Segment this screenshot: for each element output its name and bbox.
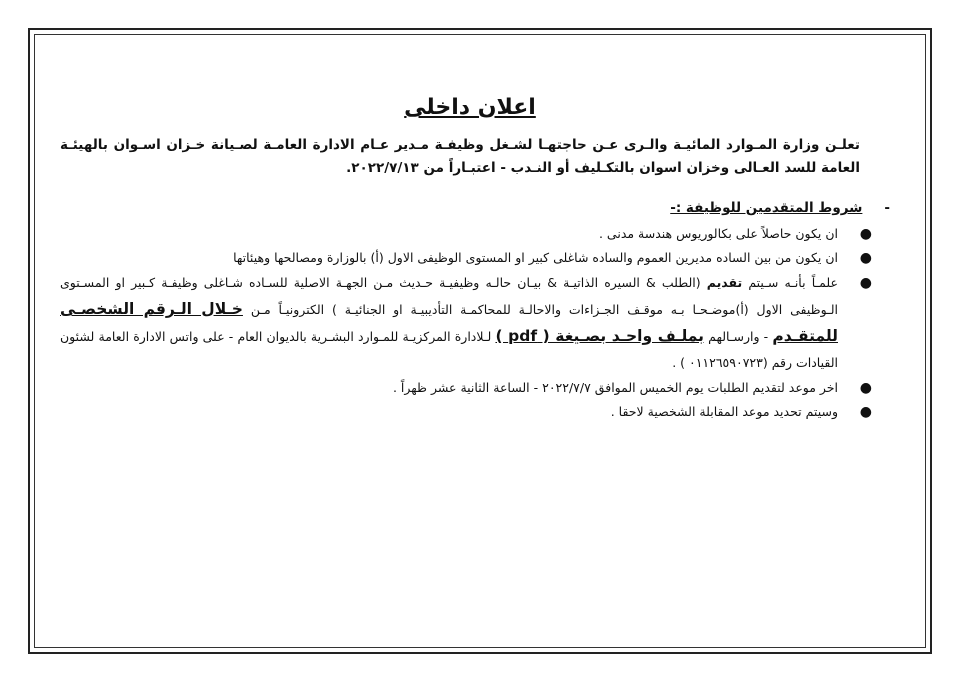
list-item — [60, 246, 880, 270]
conditions-heading-row — [60, 200, 890, 216]
condition-highlight: خـلال الـرقم الشخصـى للمتقـدم — [60, 300, 838, 345]
conditions-heading: شروط المتقدمين للوظيفة :- — [670, 200, 863, 216]
condition-text: علمـاً بأنـه سـيتم — [748, 275, 839, 290]
announcement-intro: تعلـن وزارة المـوارد المائيـة والـرى عـن حاجتهـا لشـغل وظيفـة مـدير عـام الادارة العامـة لصـيانة خـزان اسـوان بالهيئـة العامة للسد العـالى وخزان اسوان بالتكـليف أو النـدب - اعتبـاراً من ٢٠٢٢/٧/١٣. — [60, 137, 860, 176]
condition-text: ان يكون من بين الساده مديرين العموم والساده شاغلى كبير او المستوى الوظيفى الاول (أ) بالوزارة ومصالحها وهيئاتها — [233, 250, 838, 265]
bullet-icon: ● — [859, 404, 872, 420]
condition-text: وسيتم تحديد موعد المقابلة الشخصية لاحقا . — [610, 404, 838, 419]
announcement-title: اعلان داخلى — [404, 95, 536, 120]
bullet-icon: ● — [859, 380, 872, 396]
condition-text: - وارسـالهم — [708, 329, 769, 344]
list-item — [60, 376, 880, 400]
list-item — [60, 270, 880, 376]
condition-text: (الطلب & السيره الذاتيـة & بيـان حالـه وظيفيـة حـديث مـن الجهـة الاصلية للسـاده شـاغلى وظيفـة كـبير او المسـتوى الـوظيفى الاول (أ)موضـحـا بـه موقـف الجـزاءات والاحالـة للمحاكمـة التأديبيـة او الجنائيـة ) الكترونيـاً مـن — [60, 275, 838, 317]
condition-text: لـلادارة المركزيـة للمـوارد البشـرية بالديوان العام - على واتس الادارة العامة لشئون القيادات رقم (٠١١٢٦٥٩٠٧٢٣ ) . — [60, 329, 838, 370]
announcement-body — [60, 95, 890, 424]
list-item — [60, 222, 880, 246]
heading-dash: - — [884, 200, 890, 216]
bullet-icon: ● — [859, 250, 872, 266]
bullet-icon: ● — [859, 226, 872, 242]
list-item — [60, 400, 880, 424]
condition-text: ان يكون حاصلاً على بكالوريوس هندسة مدنى . — [598, 226, 838, 241]
conditions-list — [60, 222, 880, 424]
condition-highlight: بملـف واحـد بصـيغة ( pdf ) — [495, 327, 704, 345]
bullet-icon: ● — [859, 275, 872, 291]
condition-emphasis: تقديم — [706, 275, 743, 290]
condition-text: اخر موعد لتقديم الطلبات يوم الخميس الموافق ٢٠٢٢/٧/٧ - الساعة الثانية عشر ظهراً . — [392, 380, 838, 395]
